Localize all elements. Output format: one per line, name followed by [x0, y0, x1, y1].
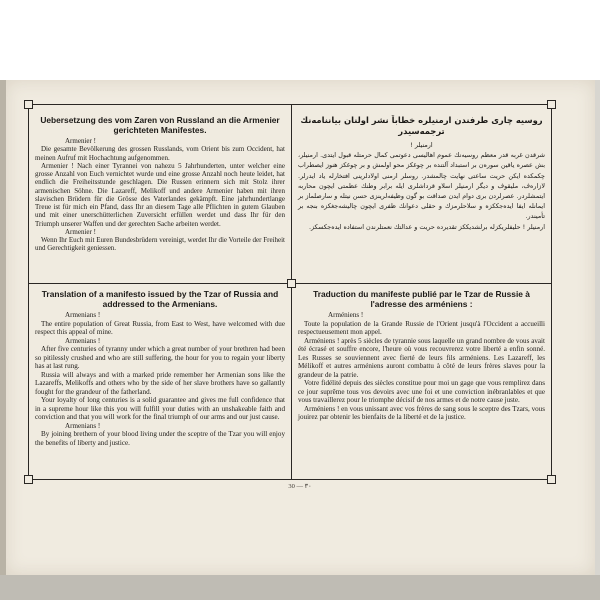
page-binding [0, 80, 6, 575]
english-paragraph: Armenians ! [65, 336, 101, 345]
french-paragraph: Arméniens ! après 5 siècles de tyrannie sous laquelle un grand nombre de vous avait été écrasé et souffre encore, l'heure où vous recouvrerez votre liberté a enfin sonné. Les Russes se souviennent avec fierté de leurs fils arméniens. Les Lazareff, les Mélikoff et autres arméniens auront combattu à côté de leurs frères slaves pour la grandeur de la patrie. [298, 336, 545, 379]
german-paragraph: Wenn Ihr Euch mit Euren Bundesbrüdern vereinigt, werdet Ihr die Vorteile der Freiheit und Gerechtigkeit geniessen. [35, 236, 285, 253]
frame-corner-ornament [547, 100, 556, 109]
page-number: 30 — ٣٠ [288, 483, 312, 490]
ottoman-paragraph: ارمنیلر ! حلیفلریكزله برلشدیككز تقدیرده حریت و عدالتك نعمتلرندن استفاده ایده‌جكسكز. [308, 222, 545, 231]
english-section [29, 289, 291, 479]
english-paragraph: Armenians ! [65, 311, 101, 319]
frame-corner-ornament [24, 100, 33, 109]
german-paragraph: Armenier ! [65, 137, 96, 145]
english-paragraph: After five centuries of tyranny under which a great number of your brethren had been so pitilessly crushed and who are still suffering, the hour for you to regain your liberty has at last rung. [35, 345, 285, 370]
english-paragraph: By joining brethern of your blood living under the sceptre of the Tzar you will enjoy the benefits of liberty and justice. [35, 430, 285, 447]
french-title: Traduction du manifeste publié par le Tzar de Russie à l'adresse des arméniens : [313, 289, 530, 309]
french-paragraph: Votre fidélité depuis des siècles constitue pour moi un gage que vous remplirez dans ce jour suprême tous vos devoirs avec une foi et une conviction inébranlables et que vous travaillerez pour le triomphe décisif de nos armes et de notre cause juste. [298, 379, 545, 404]
english-paragraph: Armenians ! [65, 421, 101, 430]
ottoman-paragraph: ارمنیلر ! [410, 141, 433, 149]
french-section [292, 289, 551, 479]
english-paragraph: Your loyalty of long centuries is a solid guarantee and gives me full confidence that in a supreme hour like this you will fulfill your duties with an unshakeable faith and conviction and that you will work for the final triumph of our arms and our just cause. [35, 396, 285, 421]
french-paragraph: Arméniens ! en vous unissant avec vos frères de sang sous le sceptre des Tzars, vous jouirez par obtenir les bienfaits de la liberté et de la justice. [298, 404, 545, 421]
german-section [29, 115, 291, 283]
english-paragraph: The entire population of Great Russia, from East to West, have welcomed with due respect this appeal of mine. [35, 319, 285, 336]
german-paragraph: Armenier ! Nach einer Tyrannei von nahezu 5 Jahrhunderten, unter welcher eine grosse Anzahl von Euch vernichtet wurde und eine grosse Anzahl noch heute leidet, hat endlich die Freiheitsstunde geschlagen. Die Russen erinnern sich mit Stolz ihrer armenischen Söhne. Die Lazareff, Melikoff und andere Armenier haben mit ihren slavischen Brüdern für die Grösse des Vaterlandes gekämpft. Eine jahrhundertlange Treue ist für mich ein Pfand, dass Ihr an diesem Tage alle Pflichten in gutem Glauben und mit einer unerschütterlichen Zuversicht erfüllen werdet und dass Ihr für den Triumph unserer Waffen und der gerechten Sache arbeiten werdet. [35, 161, 285, 228]
background-bottom [0, 575, 600, 600]
english-paragraph: Russia will always and with a marked pride remember her Armenian sons like the Lazareffs, Melikoffs and others who by the side of her slave brothers have so gallantly fought for the grandeur of the fatherland. [35, 370, 285, 396]
english-title: Translation of a manifesto issued by the Tzar of Russia and addressed to the Armenians. [41, 289, 279, 309]
manifesto-frame [28, 104, 552, 480]
background-top [0, 0, 600, 80]
french-paragraph: Arméniens ! [328, 311, 364, 319]
german-title: Uebersetzung des vom Zaren von Russland an die Armenier gerichteten Manifestes. [40, 115, 280, 135]
ottoman-title: روسیه چاری طرفندن ارمنیلره خطاباً نشر اولنان بیاننامه‌نك ترجمه‌سیدر [300, 115, 543, 136]
ottoman-turkish-section [292, 115, 551, 283]
ottoman-paragraph: شرقدن غربه قدر معظم روسیه‌نك عموم اهالیسی دعوتمی كمال حرمتله قبول ایتدی. ارمنیلر، بش عصره یاقین سوره‌ن بر استبداد آلتنده بر چوغكز محو اولمش و بر چوغكز هنوز ایصطراب چكمكده ایكن حریت ساعتی نهایت چالمشدر. روسلر ارمنی اولادلرینی افتخارله یاد ایدرلر. لازاره‌ف، ملیقوف و دیگر ارمنیلر اسلاو قرداشلری ایله برابر وطنك عظمتی ایچون محاربه ایتمشلردر. عصرلردن بری دوام ایدن صداقت بو گون وظیفه‌لرینزی حسن نیتله و سارصلماز بر ایمانله ایفا ایده‌جككزه و سلاحلرمزك و حقلی دعوانك ظفری ایچون چالیشه‌جغكزه بنجه بر تأمیندر. [298, 151, 545, 221]
german-paragraph: Armenier ! [65, 227, 96, 236]
french-paragraph: Toute la population de la Grande Russie de l'Orient jusqu'à l'Occident a accueilli respectueusement mon appel. [298, 319, 545, 336]
german-paragraph: Die gesamte Bevölkerung des grossen Russlands, vom Orient bis zum Occident, hat meinen Aufruf mit Hochachtung aufgenommen. [35, 145, 285, 162]
